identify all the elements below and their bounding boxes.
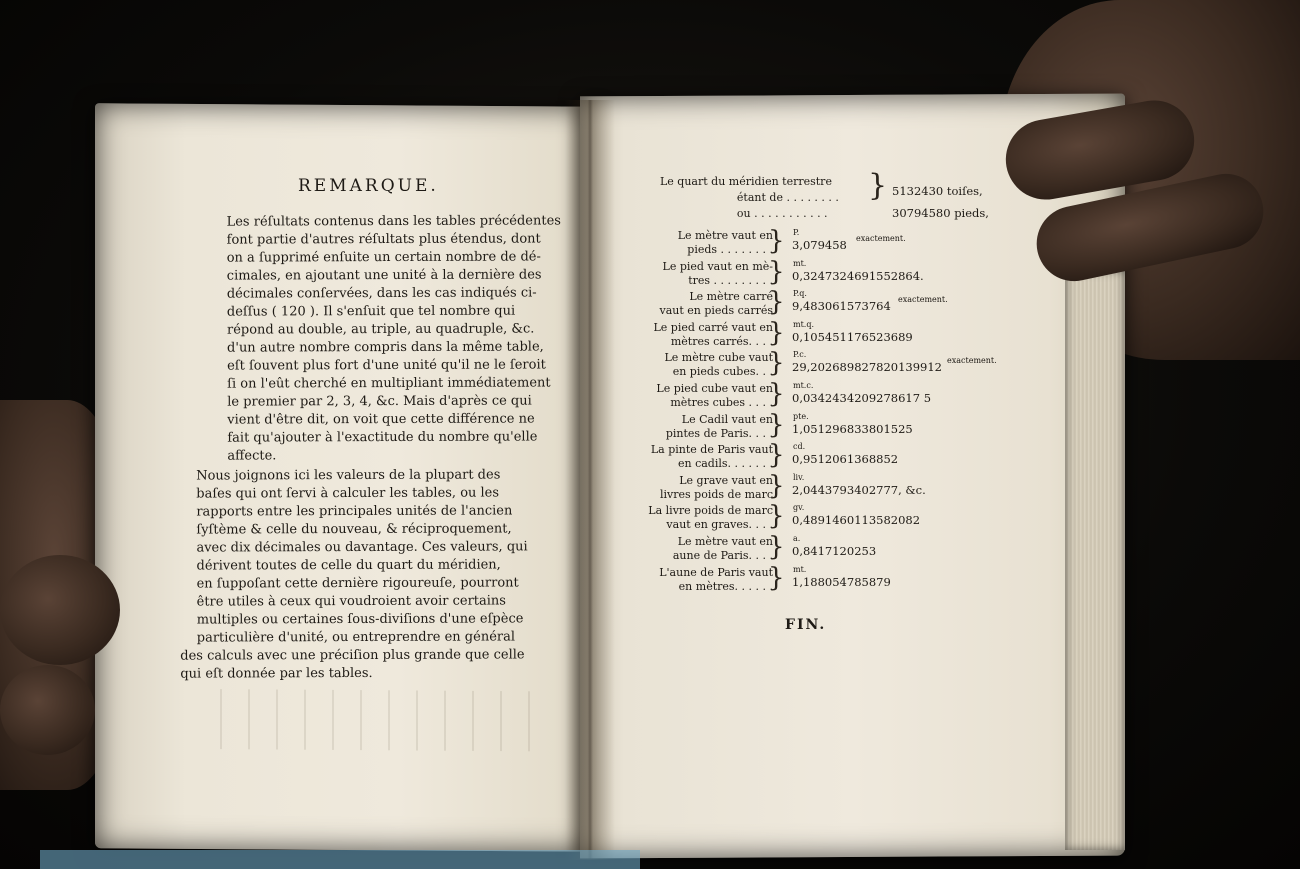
row-note: exactement. [947, 356, 997, 366]
row-label-text: Le mètre vaut en aune de Paris. . . . [672, 535, 773, 562]
row-label-text: Le pied cube vaut en mètres cubes . . . . [656, 382, 773, 409]
row-unit: mt. [793, 258, 807, 268]
conversion-row-label [648, 321, 773, 349]
row-brace: } [768, 470, 785, 501]
page-texture [220, 689, 540, 751]
left-page-heading: REMARQUE. [298, 176, 439, 196]
row-value: 9,483061573764 [792, 299, 891, 314]
row-brace: } [768, 562, 785, 593]
row-unit: cd. [793, 442, 806, 452]
row-value: 1,188054785879 [792, 574, 891, 589]
row-value: 0,0342434209278617 5 [792, 391, 932, 405]
row-label-text: Le mètre cube vaut en pieds cubes. . . [664, 351, 773, 379]
left-thumb [0, 555, 120, 665]
conversion-row-label [648, 351, 773, 379]
left-page-paragraph-2: Nous joignons ici les valeurs de la plupart des baſes qui ont ſervi à calculer les tables, ou les rapports entre les principales unités de l'ancien ſyſtème & celle du nouveau, & réciproquement, avec dix décimales ou davantage. Ces valeurs, qui dérivent toutes de celle du quart du méridien, en ſuppoſant cette dernière rigoureuſe, pourront être utiles à ceux qui voudroient avoir certains multiples ou certaines ſous-diviſions d'une eſpèce particulière d'unité, ou entreprendre en général des calculs avec une préciſion plus grande que celle qui eſt donnée par les tables. [179, 467, 528, 682]
blue-stand [40, 850, 640, 869]
conversion-row-label [648, 382, 773, 410]
row-unit: pte. [793, 411, 809, 421]
row-label-text: L'aune de Paris vaut en mètres. . . . . . [659, 565, 773, 593]
row-label-text: Le mètre carré vaut en pieds carrés [659, 290, 773, 318]
row-unit: mt.q. [793, 319, 815, 329]
row-unit: P.c. [793, 350, 807, 360]
left-page-paragraph-1: Les réſultats contenus dans les tables précédentes font partie d'autres réſultats plus étendus, dont on a ſupprimé enſuite un certain nombre de dé- cimales, en ajoutant une unité à la dernière des décimales conſervées, dans les cas indiqués ci- deſſus ( 120 ). Il s'enſuit que tel nombre qui répond au double, au triple, au quadruple, &c. d'un autre nombre compris dans la même table, eſt ſouvent plus fort d'une unité qu'il ne le ſeroit ſi on l'eût cherché en multipliant immédiatement le premier par 2, 3, 4, &c. Mais d'après ce qui vient d'être dit, on voit que cette différence ne fait qu'ajouter à l'exactitude du nombre qu'elle affecte. [226, 213, 561, 464]
conversion-row-label [648, 566, 773, 594]
row-brace: } [768, 501, 785, 532]
row-brace: } [768, 226, 785, 256]
header-brace: } [868, 168, 888, 203]
left-finger [0, 665, 95, 755]
row-value: 2,0443793402777, &c. [792, 482, 926, 497]
row-unit: P. [793, 228, 800, 237]
page-edges [1065, 270, 1125, 850]
row-value: 1,051296833801525 [792, 421, 913, 436]
row-value: 0,8417120253 [792, 544, 877, 558]
row-brace: } [768, 256, 785, 287]
row-brace: } [768, 532, 785, 562]
row-brace: } [768, 287, 785, 318]
row-label-text: Le mètre vaut en pieds . . . . . . . . [677, 229, 773, 256]
row-unit: P.q. [793, 289, 807, 299]
row-label-text: La pinte de Paris vaut en cadils. . . . . . . [650, 443, 773, 471]
row-brace: } [768, 348, 785, 379]
row-note: exactement. [898, 295, 948, 305]
row-value: 3,079458 [792, 238, 847, 252]
row-note: exactement. [856, 234, 906, 243]
row-unit: mt.c. [793, 381, 814, 390]
conversion-row-label [648, 535, 773, 563]
row-brace: } [768, 440, 785, 471]
row-label-text: Le grave vaut en livres poids de marc [660, 473, 773, 501]
meridian-values: 5132430 toiſes, 30794580 pieds, [892, 184, 989, 220]
row-unit: liv. [793, 472, 805, 482]
row-value: 0,3247324691552864. [792, 268, 924, 283]
row-brace: } [768, 317, 785, 348]
book-gutter [565, 100, 615, 860]
fin-label: FIN. [785, 617, 827, 633]
conversion-row-label [648, 474, 773, 502]
row-value: 0,4891460113582082 [792, 513, 921, 528]
row-value: 0,105451176523689 [792, 329, 913, 344]
row-value: 29,202689827820139912 [792, 360, 942, 375]
row-label-text: La livre poids de marc vaut en graves. . . . [648, 504, 773, 532]
conversion-row-label [648, 229, 773, 257]
row-unit: a. [793, 534, 801, 543]
conversion-row-label [648, 504, 773, 532]
row-label-text: Le pied vaut en mè- tres . . . . . . . . . [662, 259, 773, 287]
row-brace: } [768, 379, 785, 409]
row-unit: mt. [793, 564, 807, 574]
row-value: 0,9512061368852 [792, 452, 899, 467]
row-label-text: Le Cadil vaut en pintes de Paris. . . . [665, 412, 773, 440]
row-label-text: Le pied carré vaut en mètres carrés. . . . [653, 320, 773, 348]
conversion-row-label [648, 260, 773, 288]
conversion-row-label [648, 413, 773, 441]
conversion-row-label [648, 443, 773, 471]
row-unit: gv. [793, 503, 805, 513]
conversion-row-label [648, 290, 773, 318]
row-brace: } [768, 409, 785, 440]
meridian-label: Le quart du méridien terrestre étant de . . . . . . . . ou . . . . . . . . . . . [660, 175, 839, 220]
